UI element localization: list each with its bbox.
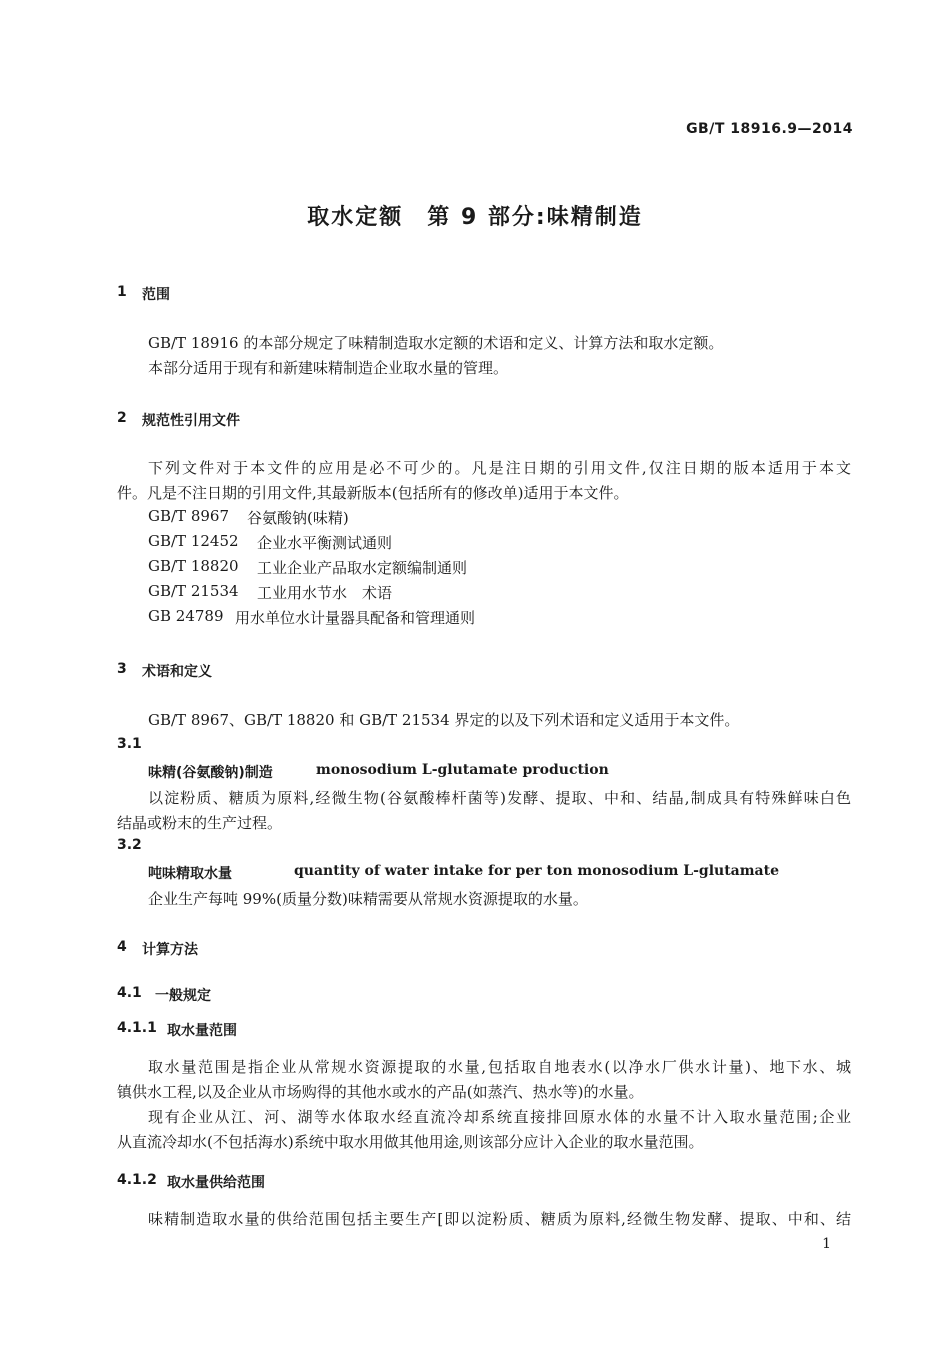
section-1-para-1: GB/T 18916 的本部分规定了味精制造取水定额的术语和定义、计算方法和取水定额。 <box>148 334 724 352</box>
standard-code: GB/T 18916.9—2014 <box>686 121 853 137</box>
term-3-2-definition: 企业生产每吨 99%(质量分数)味精需要从常规水资源提取的水量。 <box>148 890 588 908</box>
section-4-1-1-para-1-line-1: 取水量范围是指企业从常规水资源提取的水量,包括取自地表水(以净水厂供水计量)、地下水、城 <box>148 1058 851 1076</box>
term-3-2-en: quantity of water intake for per ton monosodium L-glutamate <box>294 863 779 879</box>
ref-code: GB 24789 <box>148 607 224 625</box>
section-2-para-line-1: 下列文件对于本文件的应用是必不可少的。凡是注日期的引用文件,仅注日期的版本适用于本文 <box>148 459 851 477</box>
section-2-para-line-2: 件。凡是不注日期的引用文件,其最新版本(包括所有的修改单)适用于本文件。 <box>117 484 629 502</box>
ref-title: 工业企业产品取水定额编制通则 <box>257 559 468 577</box>
section-4-1-2-title: 取水量供给范围 <box>167 1175 265 1191</box>
section-3-intro: GB/T 8967、GB/T 18820 和 GB/T 21534 界定的以及下列术语和定义适用于本文件。 <box>148 711 740 729</box>
section-4-number: 4 <box>117 939 127 955</box>
section-4-1-title: 一般规定 <box>155 988 211 1004</box>
section-4-1-1-number: 4.1.1 <box>117 1020 157 1036</box>
ref-title: 企业水平衡测试通则 <box>257 534 393 552</box>
section-4-1-1-para-2-line-1: 现有企业从江、河、湖等水体取水经直流冷却系统直接排回原水体的水量不计入取水量范围;企业 <box>148 1108 851 1126</box>
section-4-1-1-para-2-line-2: 从直流冷却水(不包括海水)系统中取水用做其他用途,则该部分应计入企业的取水量范围。 <box>117 1133 704 1151</box>
section-4-1-1-title: 取水量范围 <box>167 1023 237 1039</box>
ref-code: GB/T 21534 <box>148 582 239 600</box>
term-3-1-cn: 味精(谷氨酸钠)制造 <box>148 765 273 781</box>
section-4-1-2-number: 4.1.2 <box>117 1172 157 1188</box>
ref-code: GB/T 18820 <box>148 557 239 575</box>
section-3-number: 3 <box>117 661 127 677</box>
section-3-title: 术语和定义 <box>142 664 212 680</box>
term-3-1-en: monosodium L-glutamate production <box>316 762 609 778</box>
section-4-title: 计算方法 <box>142 942 198 958</box>
term-3-1-definition-line-1: 以淀粉质、糖质为原料,经微生物(谷氨酸棒杆菌等)发酵、提取、中和、结晶,制成具有特殊鲜味白色 <box>148 789 851 807</box>
section-2-number: 2 <box>117 410 127 426</box>
section-2-title: 规范性引用文件 <box>142 413 240 429</box>
ref-title: 用水单位水计量器具配备和管理通则 <box>235 609 476 627</box>
term-3-1-definition-line-2: 结晶或粉末的生产过程。 <box>117 814 283 832</box>
page-number: 1 <box>822 1236 831 1252</box>
ref-code: GB/T 8967 <box>148 507 230 525</box>
term-3-2-number: 3.2 <box>117 837 142 853</box>
ref-title: 工业用水节水 术语 <box>257 584 393 602</box>
term-3-1-number: 3.1 <box>117 736 142 752</box>
section-4-1-number: 4.1 <box>117 985 142 1001</box>
section-1-para-2: 本部分适用于现有和新建味精制造企业取水量的管理。 <box>148 359 509 377</box>
ref-title: 谷氨酸钠(味精) <box>247 509 349 527</box>
ref-code: GB/T 12452 <box>148 532 239 550</box>
term-3-2-cn: 吨味精取水量 <box>148 866 232 882</box>
section-1-number: 1 <box>117 284 127 300</box>
section-4-1-1-para-1-line-2: 镇供水工程,以及企业从市场购得的其他水或水的产品(如蒸汽、热水等)的水量。 <box>117 1083 644 1101</box>
document-title: 取水定额 第 9 部分:味精制造 <box>307 205 643 230</box>
section-4-1-2-para-1-line-1: 味精制造取水量的供给范围包括主要生产[即以淀粉质、糖质为原料,经微生物发酵、提取、中和、结 <box>148 1210 851 1228</box>
section-1-title: 范围 <box>142 287 170 303</box>
